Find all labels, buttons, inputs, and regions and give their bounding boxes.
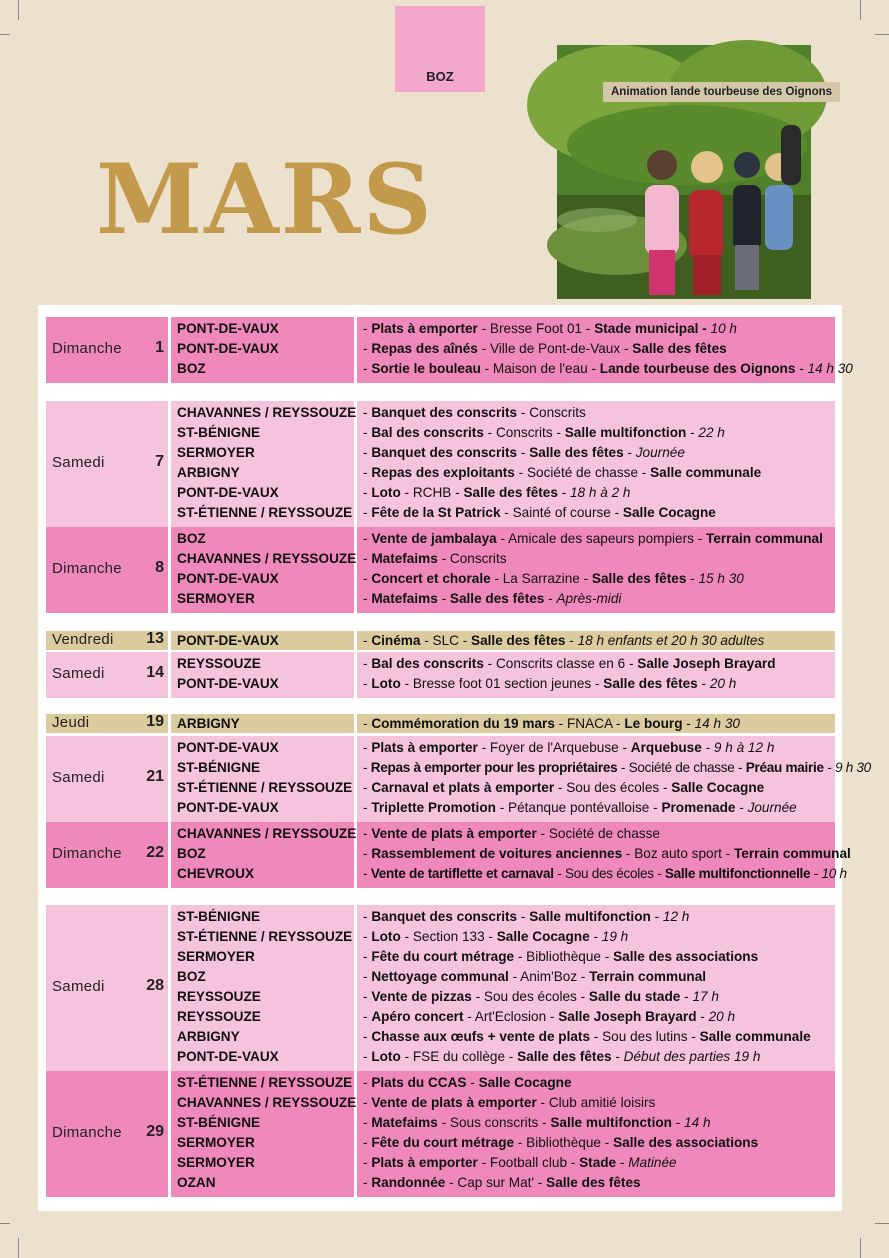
day-block: [46, 822, 851, 888]
crop-mark: [0, 1223, 10, 1224]
day-name: Samedi: [52, 454, 105, 471]
day-name: Samedi: [52, 769, 105, 786]
event-cell: [357, 631, 835, 650]
event-location: ST-BÉNIGNE: [177, 1115, 261, 1130]
event-location: REYSSOUZE: [177, 989, 261, 1004]
event-cell: [357, 652, 835, 698]
event-description: - Plats à emporter - Football club - Stade - Matinée: [363, 1155, 677, 1170]
event-location: ST-BÉNIGNE: [177, 760, 261, 775]
location-cell: [171, 714, 354, 733]
event-location: ST-BÉNIGNE: [177, 425, 261, 440]
event-location: PONT-DE-VAUX: [177, 676, 279, 691]
event-location: PONT-DE-VAUX: [177, 1049, 279, 1064]
event-description: - Vente de jambalaya - Amicale des sapeurs pompiers - Terrain communal: [363, 531, 823, 546]
event-location: SERMOYER: [177, 445, 255, 460]
day-number: 21: [146, 768, 164, 785]
event-location: PONT-DE-VAUX: [177, 740, 279, 755]
event-description: - Carnaval et plats à emporter - Sou des écoles - Salle Cocagne: [363, 780, 765, 795]
day-number: 7: [155, 453, 164, 470]
event-location: CHAVANNES / REYSSOUZE: [177, 551, 357, 566]
crop-mark: [18, 1238, 19, 1258]
crop-mark: [875, 34, 889, 35]
event-description: - Bal des conscrits - Conscrits - Salle multifonction - 22 h: [363, 425, 725, 440]
event-description: - Sortie le bouleau - Maison de l'eau - Lande tourbeuse des Oignons - 14 h 30: [363, 361, 853, 376]
day-number: 22: [146, 844, 164, 861]
event-cell: [357, 822, 851, 888]
event-description: - Vente de tartiflette et carnaval - Sou des écoles - Salle multifonctionnelle - 10 h: [363, 866, 847, 881]
day-number: 8: [155, 559, 164, 576]
location-cell: [171, 822, 357, 888]
location-cell: [171, 527, 357, 613]
event-location: PONT-DE-VAUX: [177, 571, 279, 586]
event-location: SERMOYER: [177, 591, 255, 606]
event-location: ST-ÉTIENNE / REYSSOUZE: [177, 505, 353, 520]
event-description: - Vente de plats à emporter - Club amitié loisirs: [363, 1095, 656, 1110]
day-name: Samedi: [52, 665, 105, 682]
event-description: - Bal des conscrits - Conscrits classe en 6 - Salle Joseph Brayard: [363, 656, 776, 671]
event-description: - Nettoyage communal - Anim'Boz - Terrain communal: [363, 969, 707, 984]
day-block: [46, 736, 871, 822]
day-block: [46, 1071, 835, 1197]
day-number: 13: [146, 629, 164, 647]
day-cell: [46, 1071, 168, 1197]
day-block: [46, 527, 835, 613]
day-number: 29: [146, 1123, 164, 1140]
day-block: [46, 714, 835, 733]
event-cell: [357, 736, 871, 822]
event-location: CHEVROUX: [177, 866, 255, 881]
event-location: OZAN: [177, 1175, 216, 1190]
event-description: - Loto - RCHB - Salle des fêtes - 18 h à 2 h: [363, 485, 631, 500]
photo-caption: Animation lande tourbeuse des Oignons: [603, 82, 840, 102]
event-location: PONT-DE-VAUX: [177, 485, 279, 500]
event-location: SERMOYER: [177, 949, 255, 964]
location-cell: [171, 652, 354, 698]
event-description: - Matefaims - Salle des fêtes - Après-midi: [363, 591, 622, 606]
day-cell: [46, 736, 168, 822]
day-cell: [46, 527, 168, 613]
crop-mark: [875, 1223, 889, 1224]
day-number: 1: [155, 339, 164, 356]
event-description: - Commémoration du 19 mars - FNACA - Le bourg - 14 h 30: [363, 716, 740, 731]
day-block: [46, 317, 853, 383]
crop-mark: [860, 0, 861, 20]
day-cell: [46, 317, 168, 383]
event-description: - Chasse aux œufs + vente de plats - Sou des lutins - Salle communale: [363, 1029, 811, 1044]
location-cell: [171, 401, 357, 527]
day-cell: [46, 631, 168, 650]
event-description: - Plats du CCAS - Salle Cocagne: [363, 1075, 572, 1090]
crop-mark: [18, 0, 19, 20]
day-name: Dimanche: [52, 560, 122, 577]
event-cell: [357, 905, 835, 1071]
day-number: 14: [146, 664, 164, 681]
location-cell: [171, 905, 354, 1071]
event-location: ST-ÉTIENNE / REYSSOUZE: [177, 780, 353, 795]
day-cell: [46, 905, 168, 1071]
events-table: [38, 305, 871, 1211]
event-location: CHAVANNES / REYSSOUZE: [177, 826, 357, 841]
event-cell: [357, 527, 835, 613]
event-description: - Banquet des conscrits - Conscrits: [363, 405, 586, 420]
event-description: - Loto - Bresse foot 01 section jeunes - Salle des fêtes - 20 h: [363, 676, 737, 691]
event-cell: [357, 401, 835, 527]
event-description: - Apéro concert - Art'Eclosion - Salle Joseph Brayard - 20 h: [363, 1009, 736, 1024]
event-description: - Plats à emporter - Foyer de l'Arquebuse - Arquebuse - 9 h à 12 h: [363, 740, 775, 755]
day-number: 28: [146, 977, 164, 994]
day-block: [46, 401, 835, 527]
location-cell: [171, 317, 354, 383]
event-location: ST-ÉTIENNE / REYSSOUZE: [177, 1075, 353, 1090]
event-location: ARBIGNY: [177, 465, 240, 480]
event-description: - Concert et chorale - La Sarrazine - Salle des fêtes - 15 h 30: [363, 571, 744, 586]
event-description: - Matefaims - Conscrits: [363, 551, 507, 566]
day-name: Dimanche: [52, 340, 122, 357]
event-location: BOZ: [177, 969, 206, 984]
event-description: - Triplette Promotion - Pétanque pontévalloise - Promenade - Journée: [363, 800, 797, 815]
day-cell: [46, 652, 168, 698]
day-cell: [46, 401, 168, 527]
event-description: - Plats à emporter - Bresse Foot 01 - Stade municipal - 10 h: [363, 321, 737, 336]
event-description: - Banquet des conscrits - Salle multifonction - 12 h: [363, 909, 690, 924]
event-description: - Repas à emporter pour les propriétaires - Société de chasse - Préau mairie - 9 h 30: [363, 760, 871, 775]
event-location: PONT-DE-VAUX: [177, 633, 279, 648]
event-description: - Repas des exploitants - Société de chasse - Salle communale: [363, 465, 762, 480]
event-description: - Fête de la St Patrick - Sainté of course - Salle Cocagne: [363, 505, 716, 520]
event-description: - Vente de plats à emporter - Société de chasse: [363, 826, 660, 841]
event-location: REYSSOUZE: [177, 656, 261, 671]
day-name: Jeudi: [52, 713, 90, 731]
day-cell: [46, 714, 168, 733]
event-location: ARBIGNY: [177, 716, 240, 731]
event-description: - Randonnée - Cap sur Mat' - Salle des fêtes: [363, 1175, 641, 1190]
event-description: - Fête du court métrage - Bibliothèque - Salle des associations: [363, 1135, 759, 1150]
village-tab-label: BOZ: [426, 69, 454, 84]
crop-mark: [860, 1238, 861, 1258]
day-block: [46, 631, 835, 650]
location-cell: [171, 631, 354, 650]
event-location: PONT-DE-VAUX: [177, 341, 279, 356]
event-location: PONT-DE-VAUX: [177, 800, 279, 815]
event-description: - Vente de pizzas - Sou des écoles - Salle du stade - 17 h: [363, 989, 719, 1004]
event-location: BOZ: [177, 531, 206, 546]
day-name: Dimanche: [52, 845, 122, 862]
day-cell: [46, 822, 168, 888]
event-location: REYSSOUZE: [177, 1009, 261, 1024]
event-location: ST-BÉNIGNE: [177, 909, 261, 924]
event-description: - Cinéma - SLC - Salle des fêtes - 18 h enfants et 20 h 30 adultes: [363, 633, 765, 648]
event-description: - Matefaims - Sous conscrits - Salle multifonction - 14 h: [363, 1115, 711, 1130]
event-location: BOZ: [177, 361, 206, 376]
event-location: SERMOYER: [177, 1135, 255, 1150]
day-block: [46, 652, 835, 698]
event-description: - Fête du court métrage - Bibliothèque - Salle des associations: [363, 949, 759, 964]
day-number: 19: [146, 712, 164, 730]
event-description: - Loto - FSE du collège - Salle des fêtes - Début des parties 19 h: [363, 1049, 761, 1064]
day-name: Vendredi: [52, 630, 114, 648]
event-cell: [357, 1071, 835, 1197]
event-description: - Banquet des conscrits - Salle des fêtes - Journée: [363, 445, 685, 460]
month-title: MARS: [96, 143, 434, 256]
event-description: - Rassemblement de voitures anciennes - Boz auto sport - Terrain communal: [363, 846, 851, 861]
event-location: CHAVANNES / REYSSOUZE: [177, 1095, 357, 1110]
event-description: - Repas des aînés - Ville de Pont-de-Vaux - Salle des fêtes: [363, 341, 727, 356]
event-location: ST-ÉTIENNE / REYSSOUZE: [177, 929, 353, 944]
day-block: [46, 905, 835, 1071]
event-cell: [357, 317, 853, 383]
location-cell: [171, 1071, 357, 1197]
village-tab: [395, 6, 485, 92]
day-name: Samedi: [52, 978, 105, 995]
location-cell: [171, 736, 354, 822]
day-name: Dimanche: [52, 1124, 122, 1141]
event-location: SERMOYER: [177, 1155, 255, 1170]
event-location: ARBIGNY: [177, 1029, 240, 1044]
event-location: BOZ: [177, 846, 206, 861]
event-location: PONT-DE-VAUX: [177, 321, 279, 336]
crop-mark: [0, 34, 10, 35]
event-description: - Loto - Section 133 - Salle Cocagne - 19 h: [363, 929, 629, 944]
event-cell: [357, 714, 835, 733]
event-location: CHAVANNES / REYSSOUZE: [177, 405, 357, 420]
